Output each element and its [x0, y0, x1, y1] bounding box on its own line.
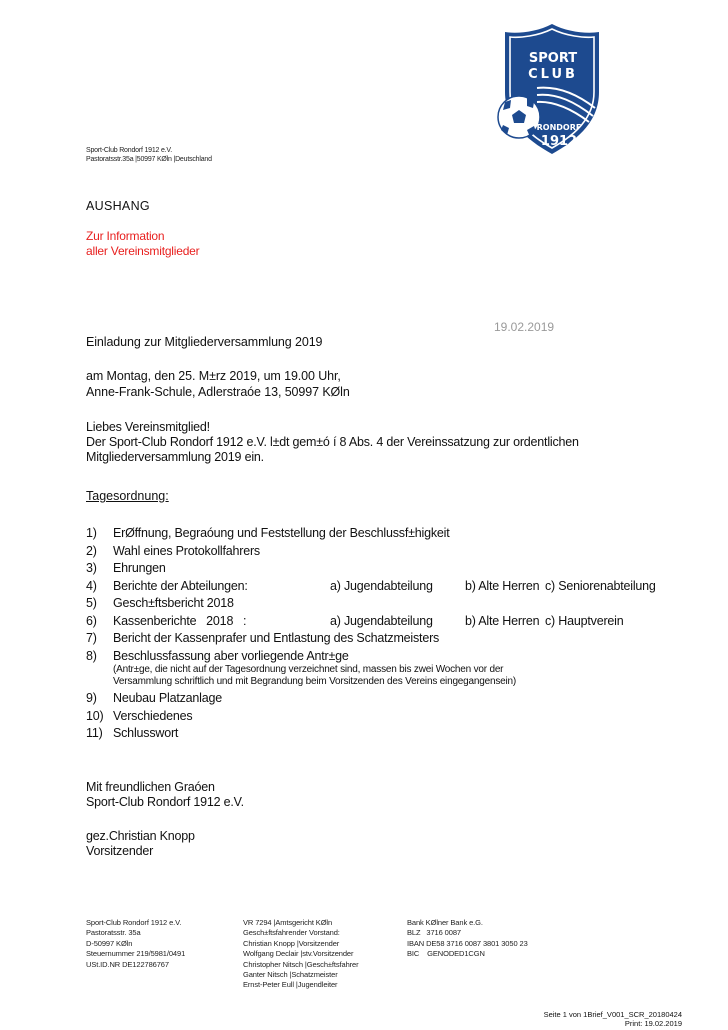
footer-address: [86, 918, 185, 970]
agenda-item: [86, 708, 686, 726]
agenda-number: 2): [86, 543, 97, 558]
logo-text-sport: SPORT: [528, 51, 578, 66]
agenda-number: 4): [86, 578, 97, 593]
closing-block: [86, 780, 244, 810]
salutation: Liebes Vereinsmitglied!: [86, 420, 210, 434]
document-heading: AUSHANG: [86, 199, 150, 213]
sender-name: Sport-Club Rondorf 1912 e.V.: [86, 147, 172, 154]
agenda-note-line-1: (Antr±ge, die nicht auf der Tagesordnung verzeichnet sind, massen bis zwei Wochen vor der: [113, 664, 504, 675]
agenda-number: 11): [86, 726, 103, 740]
agenda-item: [86, 578, 686, 596]
agenda-text: Beschlussfassung aber vorliegende Antr±ge: [113, 648, 349, 663]
subitem-c: c) Seniorenabteilung: [545, 578, 656, 593]
subitem-b: b) Alte Herren: [465, 613, 540, 628]
footer-line: IBAN DE58 3716 0087 3801 3050 23: [407, 938, 528, 948]
agenda-text: ErØffnung, Begraóung und Feststellung der Beschlussf±higkeit: [113, 526, 450, 540]
logo-text-club: CLUB: [528, 67, 578, 82]
agenda-title: Tagesordnung:: [86, 489, 169, 503]
document-date: 19.02.2019: [494, 320, 555, 334]
greeting-block: [86, 420, 686, 465]
agenda-item: [86, 560, 686, 578]
agenda-text: Ehrungen: [113, 561, 166, 575]
agenda-number: 7): [86, 631, 97, 645]
meeting-where: Anne-Frank-Schule, Adlerstraóe 13, 50997 KØln: [86, 385, 350, 399]
club-logo: [497, 22, 607, 157]
agenda-item: [86, 525, 686, 543]
footer-line: Sport-Club Rondorf 1912 e.V.: [86, 918, 182, 927]
footer-line: Christian Knopp |Vorsitzender: [243, 938, 340, 948]
meeting-details: [86, 368, 350, 400]
signature-block: [86, 829, 195, 859]
footer-line: BLZ 3716 0087: [407, 928, 461, 938]
agenda-text: Verschiedenes: [113, 708, 193, 723]
sender-address: [86, 146, 212, 164]
footer-line: Ernst-Peter Eull |Jugendleiter: [243, 980, 338, 990]
footer-line: USt.ID.NR DE122786767: [86, 959, 169, 969]
agenda-number: 9): [86, 691, 97, 705]
footer-line: D-50997 KØln: [86, 938, 133, 948]
page-footer: [544, 1010, 682, 1028]
agenda-item: [86, 543, 686, 561]
club-crest-icon: [497, 22, 607, 157]
agenda-text: Neubau Platzanlage: [113, 691, 222, 705]
page-number: Seite 1 von 1Brief_V001_SCR_20180424: [543, 1010, 682, 1019]
notice-line-2: aller Vereinsmitglieder: [86, 244, 200, 258]
agenda-note-line-2: Versammlung schriftlich und mit Begrandung beim Vorsitzenden des Vereins eingegangensein): [113, 676, 517, 687]
closing-greeting: Mit freundlichen Graóen: [86, 780, 215, 794]
agenda-item: [86, 725, 686, 743]
print-date: Print: 19.02.2019: [624, 1019, 682, 1028]
subitem-c: c) Hauptverein: [545, 613, 624, 628]
sender-street: Pastoratsstr.35a |50997 KØln |Deutschland: [86, 156, 212, 163]
signatory-role: Vorsitzender: [86, 844, 154, 858]
agenda-text: Wahl eines Protokollfahrers: [113, 543, 260, 558]
agenda-subitems: [330, 578, 656, 596]
subitem-a: a) Jugendabteilung: [330, 578, 433, 593]
agenda-subitems: [330, 613, 624, 631]
agenda-item: [86, 595, 686, 613]
agenda-number: 5): [86, 596, 97, 610]
agenda-item: [86, 630, 686, 648]
agenda-text: Berichte der Abteilungen:: [113, 578, 248, 593]
closing-club: Sport-Club Rondorf 1912 e.V.: [86, 795, 244, 809]
subitem-a: a) Jugendabteilung: [330, 613, 433, 628]
logo-text-year: 1912: [540, 134, 578, 149]
agenda-list: [86, 525, 686, 743]
footer-line: Steuernummer 219/5981/0491: [86, 949, 186, 959]
subject-line: Einladung zur Mitgliederversammlung 2019: [86, 335, 323, 349]
agenda-text: Kassenberichte 2018 :: [113, 613, 247, 628]
agenda-item: [86, 613, 686, 631]
footer-line: BIC GENODED1CGN: [407, 949, 485, 959]
agenda-item: [86, 648, 686, 666]
footer-board: [243, 918, 359, 991]
agenda-number: 1): [86, 526, 97, 540]
agenda-number: 3): [86, 561, 97, 575]
meeting-when: am Montag, den 25. M±rz 2019, um 19.00 Uhr,: [86, 369, 341, 383]
agenda-text: Gesch±ftsbericht 2018: [113, 596, 234, 610]
agenda-number: 6): [86, 613, 97, 628]
agenda-number: 8): [86, 648, 97, 663]
agenda-text: Bericht der Kassenprafer und Entlastung des Schatzmeisters: [113, 631, 440, 645]
greeting-body: Der Sport-Club Rondorf 1912 e.V. l±dt gem±ó í 8 Abs. 4 der Vereinssatzung zur ordentlichen Mitgliederversammlung 2019 ein.: [86, 435, 579, 464]
footer-line: Christopher Nitsch |Gesch±ftsfahrer: [243, 959, 359, 969]
agenda-note: [86, 664, 686, 688]
footer-line: Wolfgang Declair |stv.Vorsitzender: [243, 949, 354, 959]
footer-line: Pastoratsstr. 35a: [86, 928, 141, 938]
notice-text: [86, 229, 199, 259]
logo-text-rondorf: RONDORF: [536, 123, 582, 132]
footer-line: Bank KØlner Bank e.G.: [407, 918, 483, 927]
signatory-name: gez.Christian Knopp: [86, 829, 195, 843]
agenda-text: Schlusswort: [113, 726, 179, 740]
subitem-b: b) Alte Herren: [465, 578, 540, 593]
footer-line: Gesch±ftsfahrender Vorstand:: [243, 928, 340, 938]
notice-line-1: Zur Information: [86, 229, 165, 243]
agenda-number: 10): [86, 708, 104, 723]
agenda-item: [86, 690, 686, 708]
footer-line: Ganter Nitsch |Schatzmeister: [243, 970, 338, 980]
footer-bank: [407, 918, 528, 960]
footer-line: VR 7294 |Amtsgericht KØln: [243, 918, 333, 927]
